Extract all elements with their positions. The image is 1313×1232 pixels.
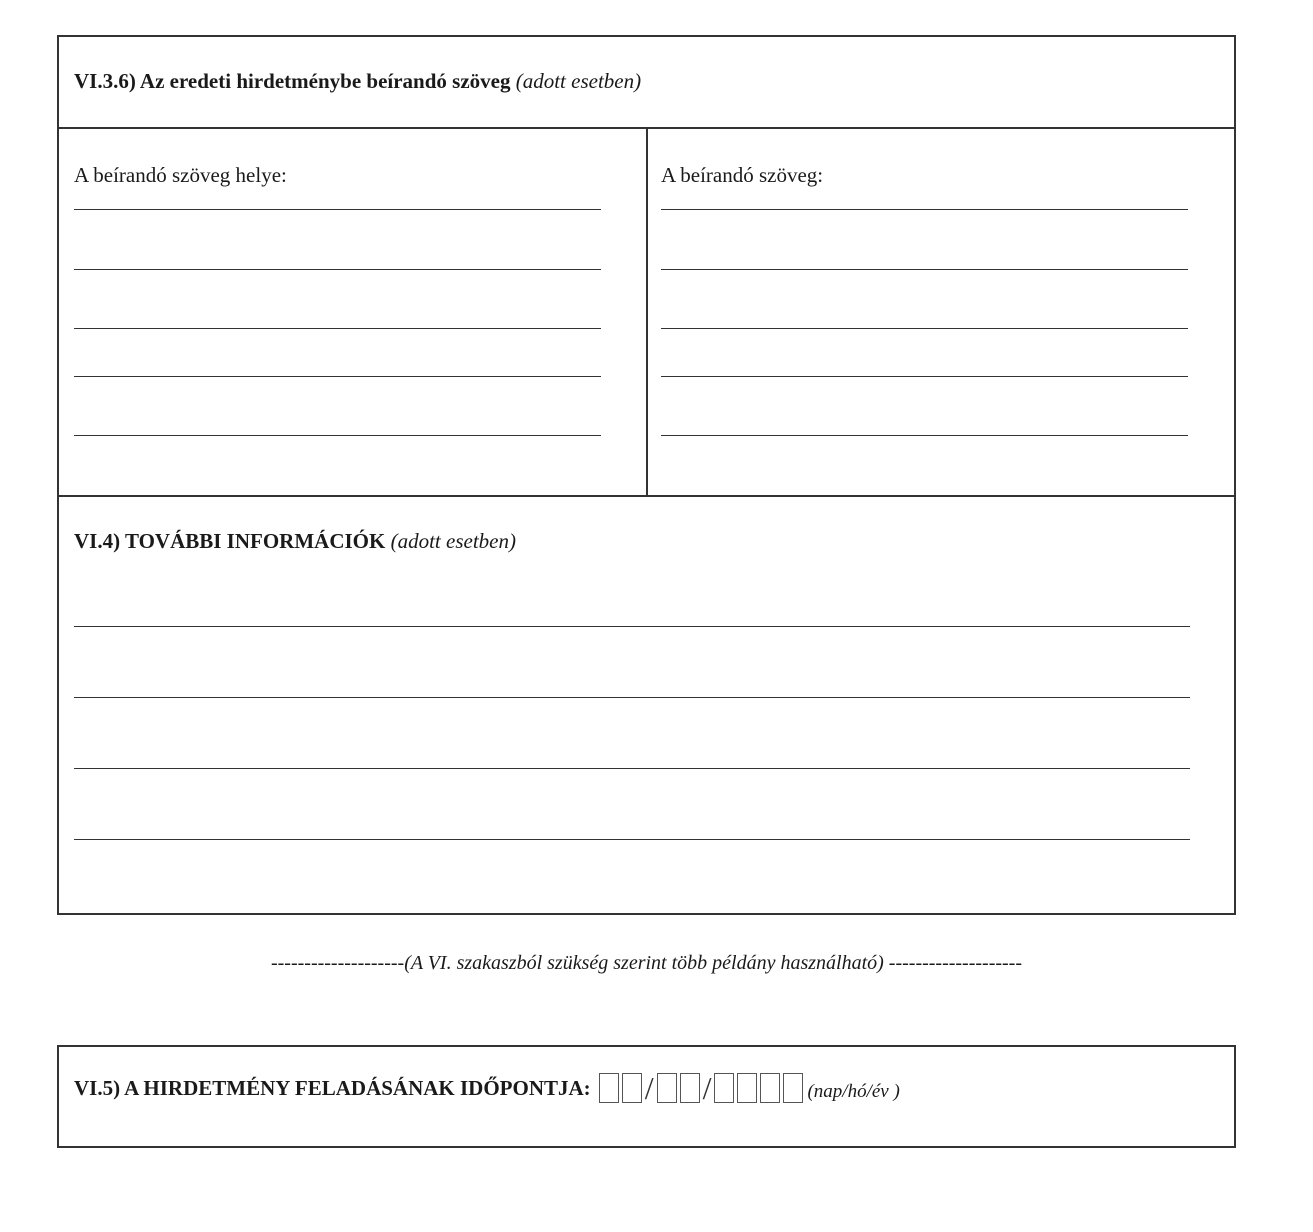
date-year-digit-box[interactable] [760,1073,780,1103]
date-year-digit-box[interactable] [714,1073,734,1103]
text-content-label: A beírandó szöveg: [661,163,824,187]
date-month-digit-box[interactable] [657,1073,677,1103]
section-header-vi-3-6 [59,37,1234,129]
form-box-vi5 [57,1045,1236,1148]
date-year-digit-box[interactable] [737,1073,757,1103]
date-separator: / [644,1070,654,1106]
info-write-line[interactable] [74,697,1190,698]
date-month-digit-box[interactable] [680,1073,700,1103]
date-day-digit-box[interactable] [599,1073,619,1103]
text-location-label: A beírandó szöveg helye: [74,163,287,187]
section-title-vi-5: VI.5) A HIRDETMÉNY FELADÁSÁNAK IDŐPONTJA: [74,1076,591,1100]
date-format-hint: (nap/hó/év ) [807,1081,900,1102]
right-write-line[interactable] [661,328,1188,329]
left-write-line[interactable] [74,376,601,377]
section-title-vi-4-bold: VI.4) TOVÁBBI INFORMÁCIÓK [74,529,386,553]
section-title-vi-3-6 [74,69,641,94]
section-title-vi-4-italic: (adott esetben) [390,529,516,553]
left-write-line[interactable] [74,328,601,329]
info-write-line[interactable] [74,839,1190,840]
dispatch-date-row [74,1070,900,1106]
text-columns [59,129,1234,497]
info-write-line[interactable] [74,626,1190,627]
section-title-vi-3-6-bold: VI.3.6) Az eredeti hirdetménybe beírandó szöveg [74,69,511,93]
left-write-line[interactable] [74,435,601,436]
date-separator: / [702,1070,712,1106]
right-write-line[interactable] [661,209,1188,210]
separator-note: --------------------(A VI. szakaszból szükség szerint több példány használható) -------------------- [270,952,1022,974]
form-box-vi3-vi4 [57,35,1236,915]
left-write-line[interactable] [74,269,601,270]
section-title-vi-3-6-italic: (adott esetben) [515,69,642,93]
section-vi-4 [59,497,1234,915]
section-title-vi-4 [74,529,516,554]
info-write-line[interactable] [74,768,1190,769]
right-write-line[interactable] [661,269,1188,270]
right-write-line[interactable] [661,435,1188,436]
left-write-line[interactable] [74,209,601,210]
column-divider [646,129,648,495]
right-write-line[interactable] [661,376,1188,377]
date-year-digit-box[interactable] [783,1073,803,1103]
date-day-digit-box[interactable] [622,1073,642,1103]
